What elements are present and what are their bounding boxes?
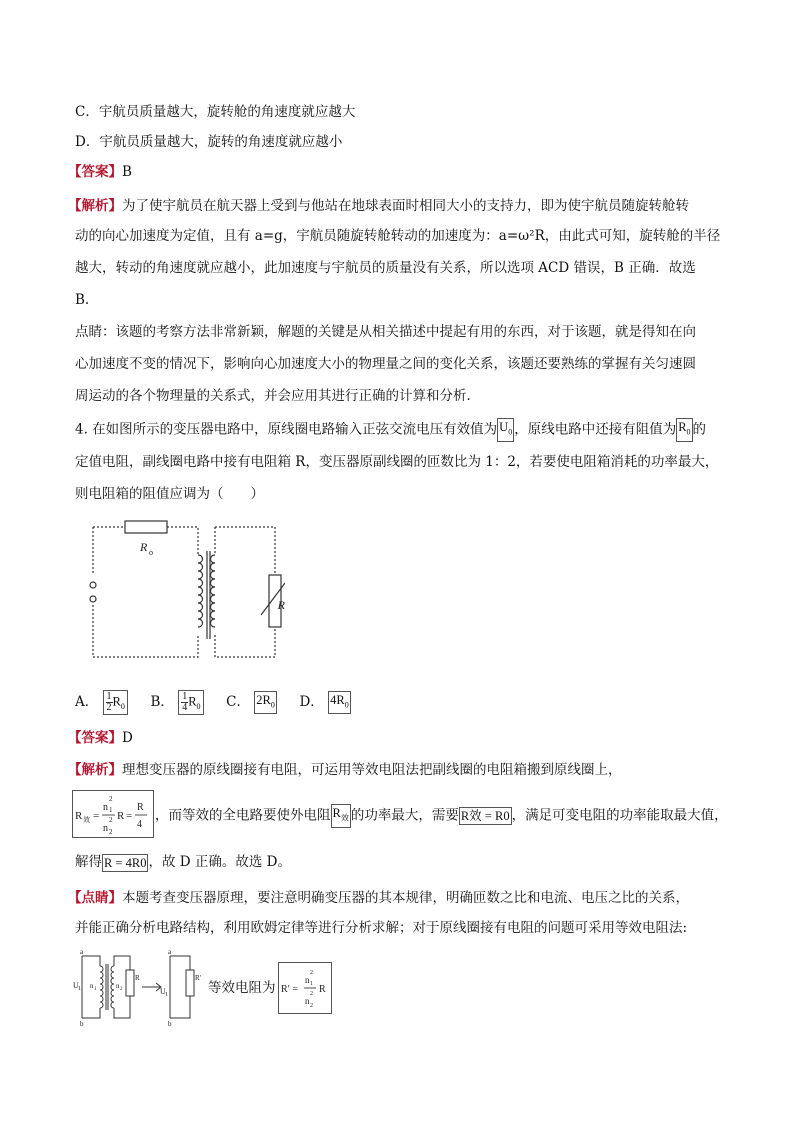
svg-text:2: 2 [310, 991, 313, 997]
svg-text:b: b [80, 1020, 84, 1028]
r-equiv-box: $R_效$ [331, 804, 351, 828]
question-4-line-3: 则电阻箱的阻值应调为（ ） [75, 486, 264, 502]
analysis-2-line-1 [68, 760, 622, 780]
svg-text:R′ =: R′ = [281, 984, 298, 995]
svg-text:1: 1 [165, 992, 168, 998]
svg-text:2: 2 [109, 816, 113, 824]
analysis-1-line-3: 越大，转动的角速度就应越小，此加速度与宇航员的质量没有关系，所以选项 ACD 错误，B 正确．故选 [75, 260, 696, 276]
q4-text-a: 4. 在如图所示的变压器电路中，原线圈电路输入正弦交流电压有效值为 [75, 421, 498, 438]
svg-text:1: 1 [94, 987, 97, 992]
svg-text:U: U [73, 981, 79, 990]
comment-1-line-1: 点睛：该题的考察方法非常新颖，解题的关键是从相关描述中提起有用的东西，对于该题，就是得知在向 [75, 324, 696, 340]
r0-resistor [125, 521, 167, 533]
option-a-box: $\frac{1}{2}$ $R_0$ [103, 690, 128, 715]
svg-text:=: = [126, 810, 133, 822]
svg-text:n: n [90, 982, 94, 990]
svg-text:1: 1 [78, 986, 81, 992]
r-label: R [277, 598, 285, 612]
svg-text:R: R [137, 802, 144, 813]
answer-2 [68, 728, 133, 748]
svg-text:2: 2 [109, 795, 113, 803]
svg-text:b: b [168, 1020, 172, 1028]
answer-value: B [122, 164, 132, 180]
answer-2-tag: 【答案】 [68, 730, 122, 746]
comment-2-line-1: 【点睛】本题考查变压器原理，要注意明确变压器的其本规律，明确匝数之比和电流、电压之比的关系， [68, 890, 689, 906]
transformer-core [207, 551, 210, 639]
comment-1-line-2: 心加速度不变的情况下，影响向心加速度大小的物理量之间的变化关系，该题还要熟练的掌握有关匀速圆 [75, 356, 696, 372]
analysis-1-line-1 [68, 196, 689, 216]
option-d: D．宇航员质量越大，旋转的角速度就应越小 [75, 134, 343, 150]
svg-text:o: o [149, 548, 153, 557]
option-b-label: B． [150, 694, 174, 710]
r-equiv-condition-box: R效 = R0 [460, 808, 510, 823]
svg-text:a: a [168, 948, 172, 956]
answer-2-value: D [122, 730, 133, 746]
question-4-line-1 [75, 418, 706, 442]
svg-text:R: R [75, 810, 83, 822]
r0-label: R [140, 540, 148, 554]
svg-text:1: 1 [109, 806, 113, 814]
analysis-text: 为了使宇航员在航天器上受到与他站在地球表面时相同大小的支持力，即为使宇航员随旋转舱转 [122, 198, 689, 214]
question-4-line-2: 定值电阻，副线圈电路中接有电阻箱 R，变压器原副线圈的匝数比为 1：2，若要使电阻箱消耗的功率最大， [75, 454, 719, 470]
svg-text:2: 2 [310, 970, 313, 976]
option-b-box: $\frac{1}{4}$ $R_0$ [178, 690, 203, 715]
svg-text:R: R [117, 810, 125, 822]
r0-box: $R_0$ [676, 418, 692, 442]
svg-text:2: 2 [109, 828, 113, 836]
secondary-coil-icon [211, 555, 216, 627]
svg-text:n: n [305, 975, 310, 985]
equivalent-circuit-diagram [72, 946, 212, 1028]
ac-source-icon [90, 582, 96, 602]
svg-text:2: 2 [310, 1003, 313, 1009]
svg-text:效: 效 [83, 816, 90, 824]
svg-text:=: = [93, 810, 100, 822]
svg-text:2: 2 [120, 987, 123, 992]
svg-text:n: n [116, 982, 120, 990]
comment-1-line-3: 周运动的各个物理量的关系式，并会应用其进行正确的计算和分析． [75, 388, 480, 404]
analysis-1-line-4: B. [75, 292, 90, 308]
answer-tag: 【答案】 [68, 164, 122, 180]
analysis-2-line-3: 解得 R = 4R0 ，故 D 正确。故选 D。 [75, 854, 292, 870]
option-d-label: D． [299, 694, 324, 710]
svg-text:R': R' [195, 974, 201, 982]
primary-coil-icon [198, 555, 203, 627]
analysis-2-line-2: ，而等效的全电路要使外电阻 $R_效$ 的功率最大，需要 R效 = R0 ，满足可变电阻的功率能取最大值， [155, 804, 728, 828]
analysis-tag: 【解析】 [68, 198, 122, 214]
analysis-2-tag: 【解析】 [68, 762, 122, 778]
svg-text:1: 1 [310, 981, 313, 987]
svg-text:4: 4 [137, 819, 142, 830]
comment-2-tag: 【点睛】 [68, 890, 122, 906]
option-a-label: A． [75, 694, 99, 710]
svg-text:U: U [160, 987, 166, 996]
svg-text:n: n [103, 802, 108, 813]
equivalent-resistance-formula [72, 790, 154, 838]
result-box: R = 4R0 [104, 855, 147, 870]
svg-text:R: R [319, 984, 326, 995]
transformer-circuit-diagram [85, 515, 285, 665]
analysis-1-line-2: 动的向心加速度为定值，且有 a=g，宇航员随旋转舱转动的加速度为：a=ω²R，由此式可知，旋转舱的半径 [75, 228, 721, 244]
svg-text:a: a [80, 948, 84, 956]
option-d-box: $4R_0$ [328, 691, 351, 715]
svg-text:R: R [135, 974, 140, 982]
equivalent-formula-box [278, 962, 332, 1014]
q4-text-b: ，原线电路中还接有阻值为 [514, 421, 677, 438]
option-c: C．宇航员质量越大，旋转舱的角速度就应越大 [75, 104, 356, 120]
answer-1 [68, 162, 132, 182]
svg-text:n: n [103, 823, 108, 834]
comment-2-line-2: 并能正确分析电路结构，利用欧姆定律等进行分析求解；对于原线圈接有电阻的问题可采用等效电阻法: [75, 920, 688, 936]
equivalent-text: 等效电阻为 [208, 980, 276, 996]
option-c-label: C． [226, 694, 250, 710]
svg-text:n: n [305, 996, 310, 1006]
u0-box: $U_0$ [497, 418, 514, 442]
analysis-2-text: 理想变压器的原线圈接有电阻，可运用等效电阻法把副线圈的电阻箱搬到原线圈上， [122, 762, 622, 778]
option-c-box: $2R_0$ [254, 691, 277, 715]
q4-text-c: 的 [692, 421, 707, 438]
options-4 [75, 688, 351, 716]
